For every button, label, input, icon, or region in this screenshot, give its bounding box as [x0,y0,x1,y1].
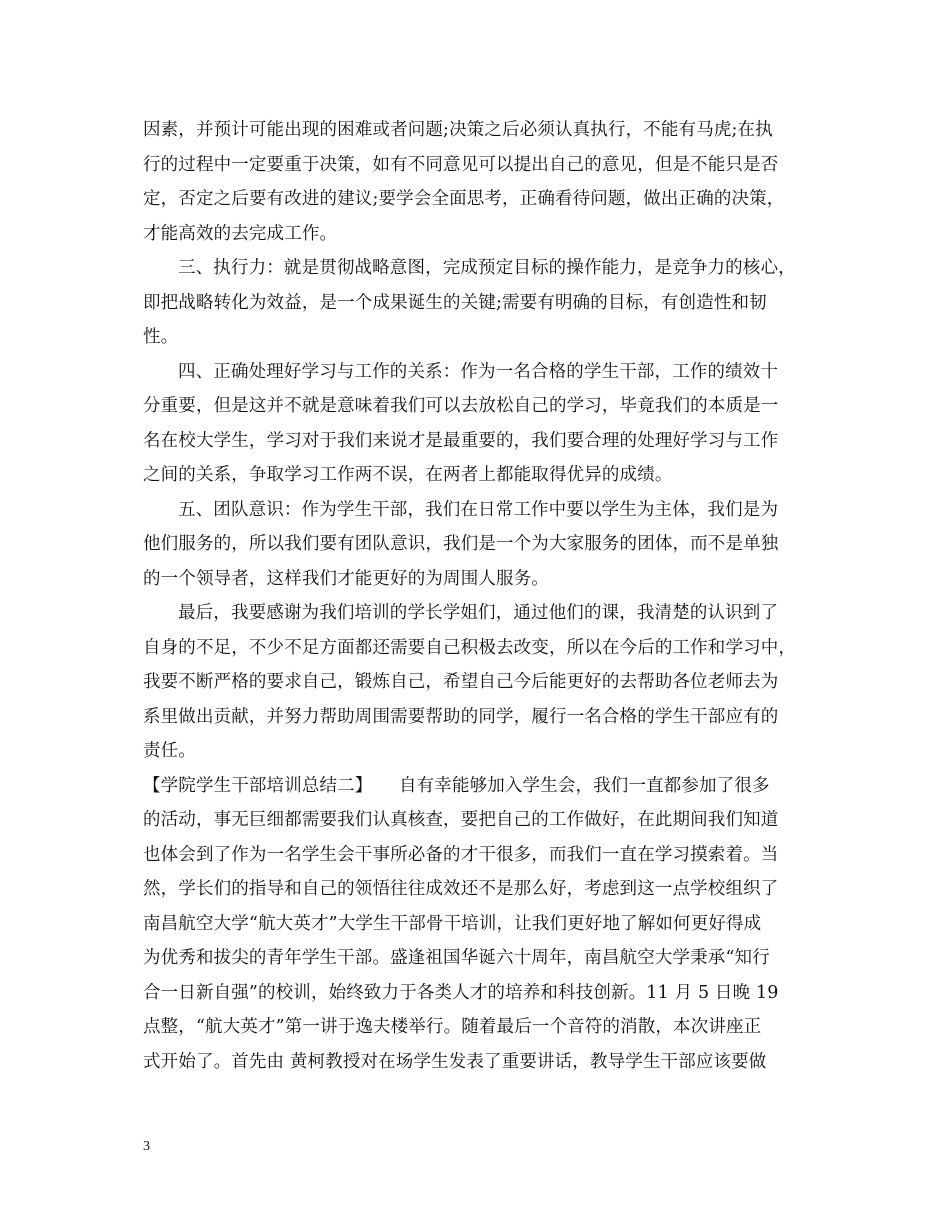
text-line: 分重要，但是这并不就是意味着我们可以去放松自己的学习，毕竟我们的本质是一 [143,396,779,416]
document-body [143,113,808,1079]
text-line: 即把战略转化为效益，是一个成果诞生的关键;需要有明确的目标，有创造性和韧 [143,292,767,313]
text-line: 然，学长们的指导和自己的领悟往往成效还不是那么好，考虑到这一点学校组织了 [143,879,779,899]
text-line: 三、执行力：就是贯彻战略意图，完成预定目标的操作能力，是竞争力的核心， [178,258,796,278]
text-line: 系里做出贡献，并努力帮助周围需要帮助的同学，履行一名合格的学生干部应有的 [143,706,779,727]
text-line: 最后，我要感谢为我们培训的学长学姐们，通过他们的课，我清楚的认识到了 [178,603,779,623]
text-line: 也体会到了作为一名学生会干事所必备的才干很多，而我们一直在学习摸索着。当 [143,844,779,865]
text-line: 行的过程中一定要重于决策，如有不同意见可以提出自己的意见，但是不能只是否 [143,154,779,175]
page-number: 3 [143,1139,150,1154]
text-line: 定，否定之后要有改进的建议;要学会全面思考，正确看待问题，做出正确的决策， [143,189,785,209]
text-line: 的一个领导者，这样我们才能更好的为周围人服务。 [143,568,549,589]
text-line: 为优秀和拔尖的青年学生干部。盛逢祖国华诞六十周年，南昌航空大学秉承“知行 [143,948,770,968]
text-line: 合一日新自强”的校训，始终致力于各类人才的培养和科技创新。11 月 5 日晚 19 [143,982,779,1003]
text-line: 五、团队意识：作为学生干部，我们在日常工作中要以学生为主体，我们是为 [178,499,779,520]
text-line: 式开始了。首先由 黄柯教授对在场学生发表了重要讲话，教导学生干部应该要做 [143,1051,767,1072]
text-line: 点整，“航大英才”第一讲于逸夫楼举行。随着最后一个音符的消散，本次讲座正 [143,1017,762,1037]
text-line: 【学院学生干部培训总结二】 自有幸能够加入学生会，我们一直都参加了很多 [143,775,770,796]
text-line: 他们服务的，所以我们要有团队意识，我们是一个为大家服务的团体，而不是单独 [143,534,779,554]
text-line: 性。 [143,327,179,347]
text-line: 之间的关系，争取学习工作两不误，在两者上都能取得优异的成绩。 [143,465,673,485]
text-line: 名在校大学生，学习对于我们来说才是最重要的，我们要合理的处理好学习与工作 [143,430,779,451]
text-line: 自身的不足，不少不足方面都还需要自己积极去改变，所以在今后的工作和学习中， [143,637,797,658]
text-line: 我要不断严格的要求自己，锻炼自己，希望自己今后能更好的去帮助各位老师去为 [143,672,779,692]
text-line: 因素，并预计可能出现的困难或者问题;决策之后必须认真执行，不能有马虎;在执 [143,120,773,140]
text-line: 责任。 [143,741,196,761]
text-line: 南昌航空大学“航大英才”大学生干部骨干培训，让我们更好地了解如何更好得成 [143,913,762,934]
text-line: 才能高效的去完成工作。 [143,223,338,244]
text-line: 四、正确处理好学习与工作的关系：作为一名合格的学生干部，工作的绩效十 [178,361,779,382]
text-line: 的活动，事无巨细都需要我们认真核查，要把自己的工作做好，在此期间我们知道 [143,810,779,830]
